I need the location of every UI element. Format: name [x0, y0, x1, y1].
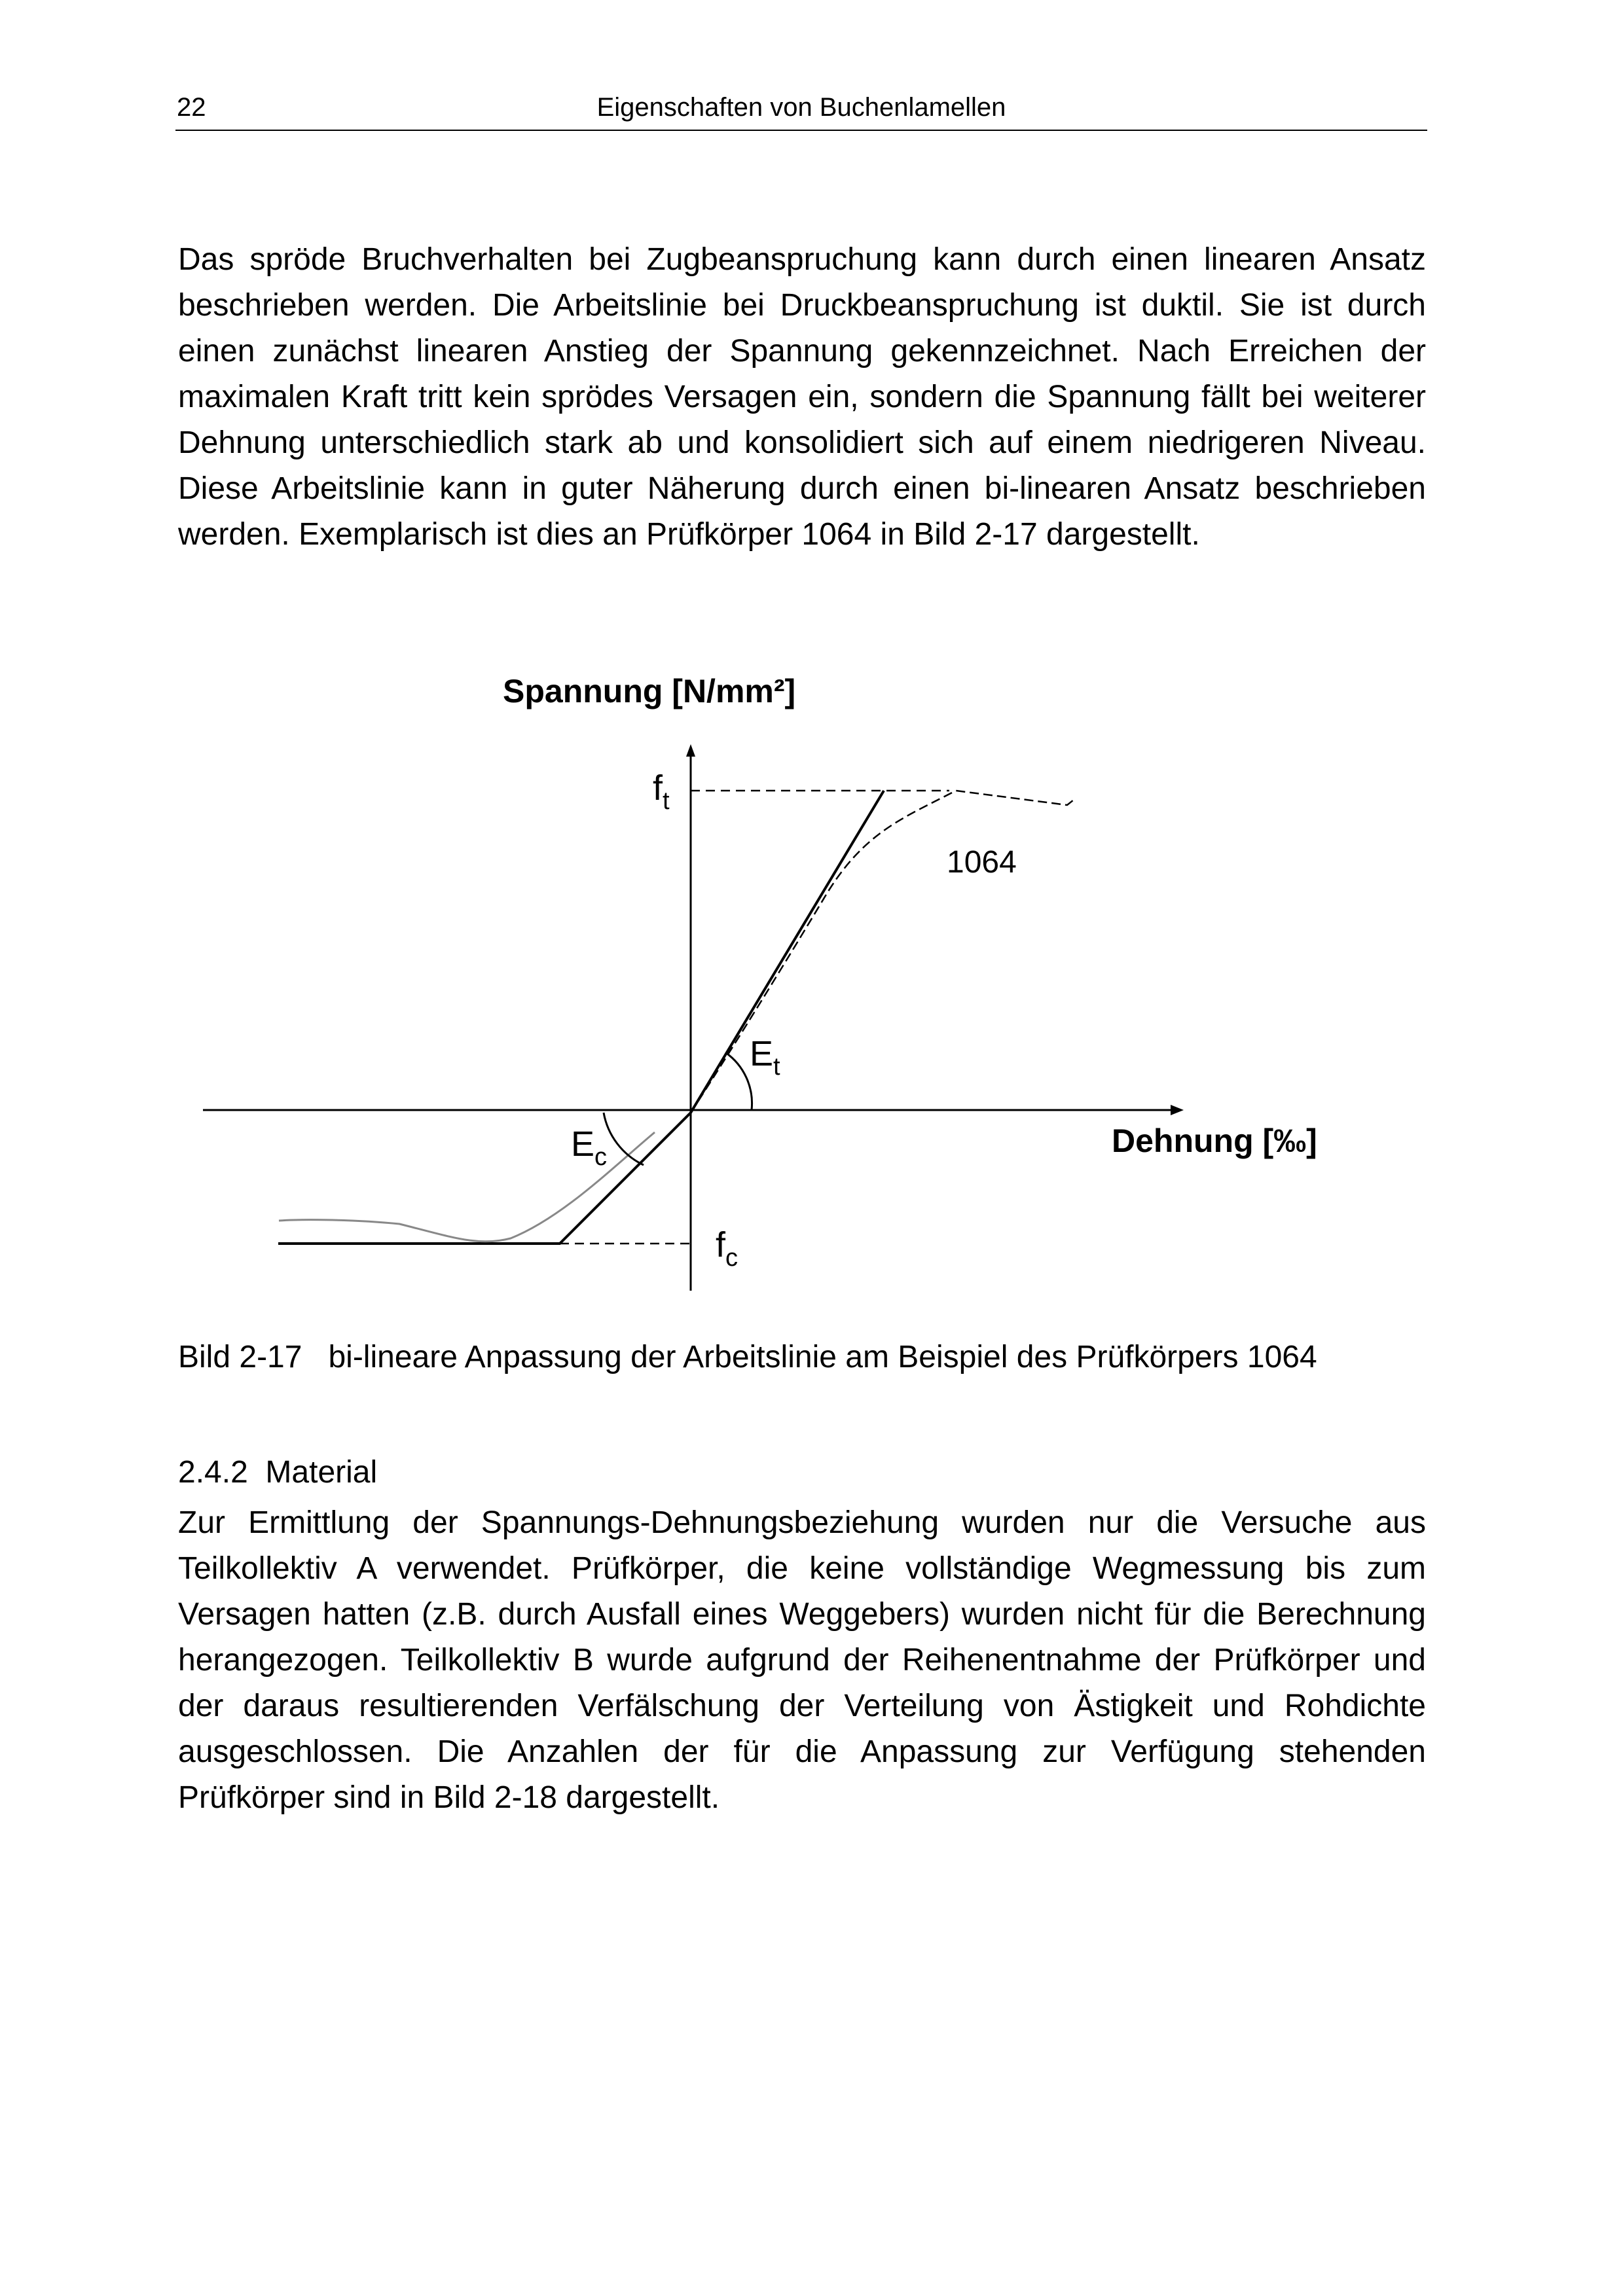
page-header [175, 93, 1427, 131]
body-paragraph-2: Zur Ermittlung der Spannungs-Dehnungsbeziehung wurden nur die Versuche aus Teilkollektiv A verwendet. Prüfkörper, die keine vollständige Wegmessung bis zum Versagen hatten (z.B. durch Ausfall eines Weggebers) wurden nicht für die Berechnung herangezogen. Teilkollektiv B wurde aufgrund der Reihenentnahme der Prüfkörper und der daraus resultierenden Verfälschung der Verteilung von Ästigkeit und Rohdichte ausgeschlossen. Die Anzahlen der für die Anpassung zur Verfügung stehenden Prüfkörper sind in Bild 2-18 dargestellt. [178, 1505, 1426, 1815]
stress-strain-diagram [196, 655, 1375, 1309]
y-axis-arrow [686, 744, 695, 757]
section-heading: 2.4.2 Material [178, 1455, 378, 1490]
y-axis-label: Spannung [N/mm²] [503, 673, 796, 709]
bilinear-fit-line [278, 791, 884, 1244]
stress-strain-figure [196, 655, 1375, 1309]
measured-curve-tension [691, 791, 1074, 1113]
specimen-label: 1064 [947, 845, 1017, 880]
x-axis-arrow [1171, 1105, 1184, 1115]
body-paragraph-1: Das spröde Bruchverhalten bei Zugbeanspruchung kann durch einen linearen Ansatz beschrieben werden. Die Arbeitslinie bei Druckbeanspruchung ist duktil. Sie ist durch einen zunächst linearen Anstieg der Spannung gekennzeichnet. Nach Erreichen der maximalen Kraft tritt kein sprödes Versagen ein, sondern die Spannung fällt bei weiterer Dehnung unterschiedlich stark ab und konsolidiert sich auf einem niedrigeren Niveau. Diese Arbeitslinie kann in guter Näherung durch einen bi-linearen Ansatz beschrieben werden. Exemplarisch ist dies an Prüfkörper 1064 in Bild 2-17 dargestellt. [178, 242, 1426, 552]
running-title: Eigenschaften von Buchenlamellen [596, 93, 1006, 122]
ft-label: $f_t$ [653, 768, 670, 815]
x-axis-label: Dehnung [‰] [1112, 1122, 1317, 1159]
fc-label: $f_c$ [716, 1225, 739, 1272]
Et-angle-arc [725, 1052, 752, 1110]
figure-caption: Bild 2-17 bi-lineare Anpassung der Arbeitslinie am Beispiel des Prüfkörpers 1064 [178, 1340, 1317, 1374]
page-number: 22 [177, 93, 206, 122]
Ec-angle-arc [604, 1113, 644, 1165]
Ec-label: $E_c$ [571, 1124, 608, 1171]
Et-label: $E_t$ [750, 1034, 780, 1081]
